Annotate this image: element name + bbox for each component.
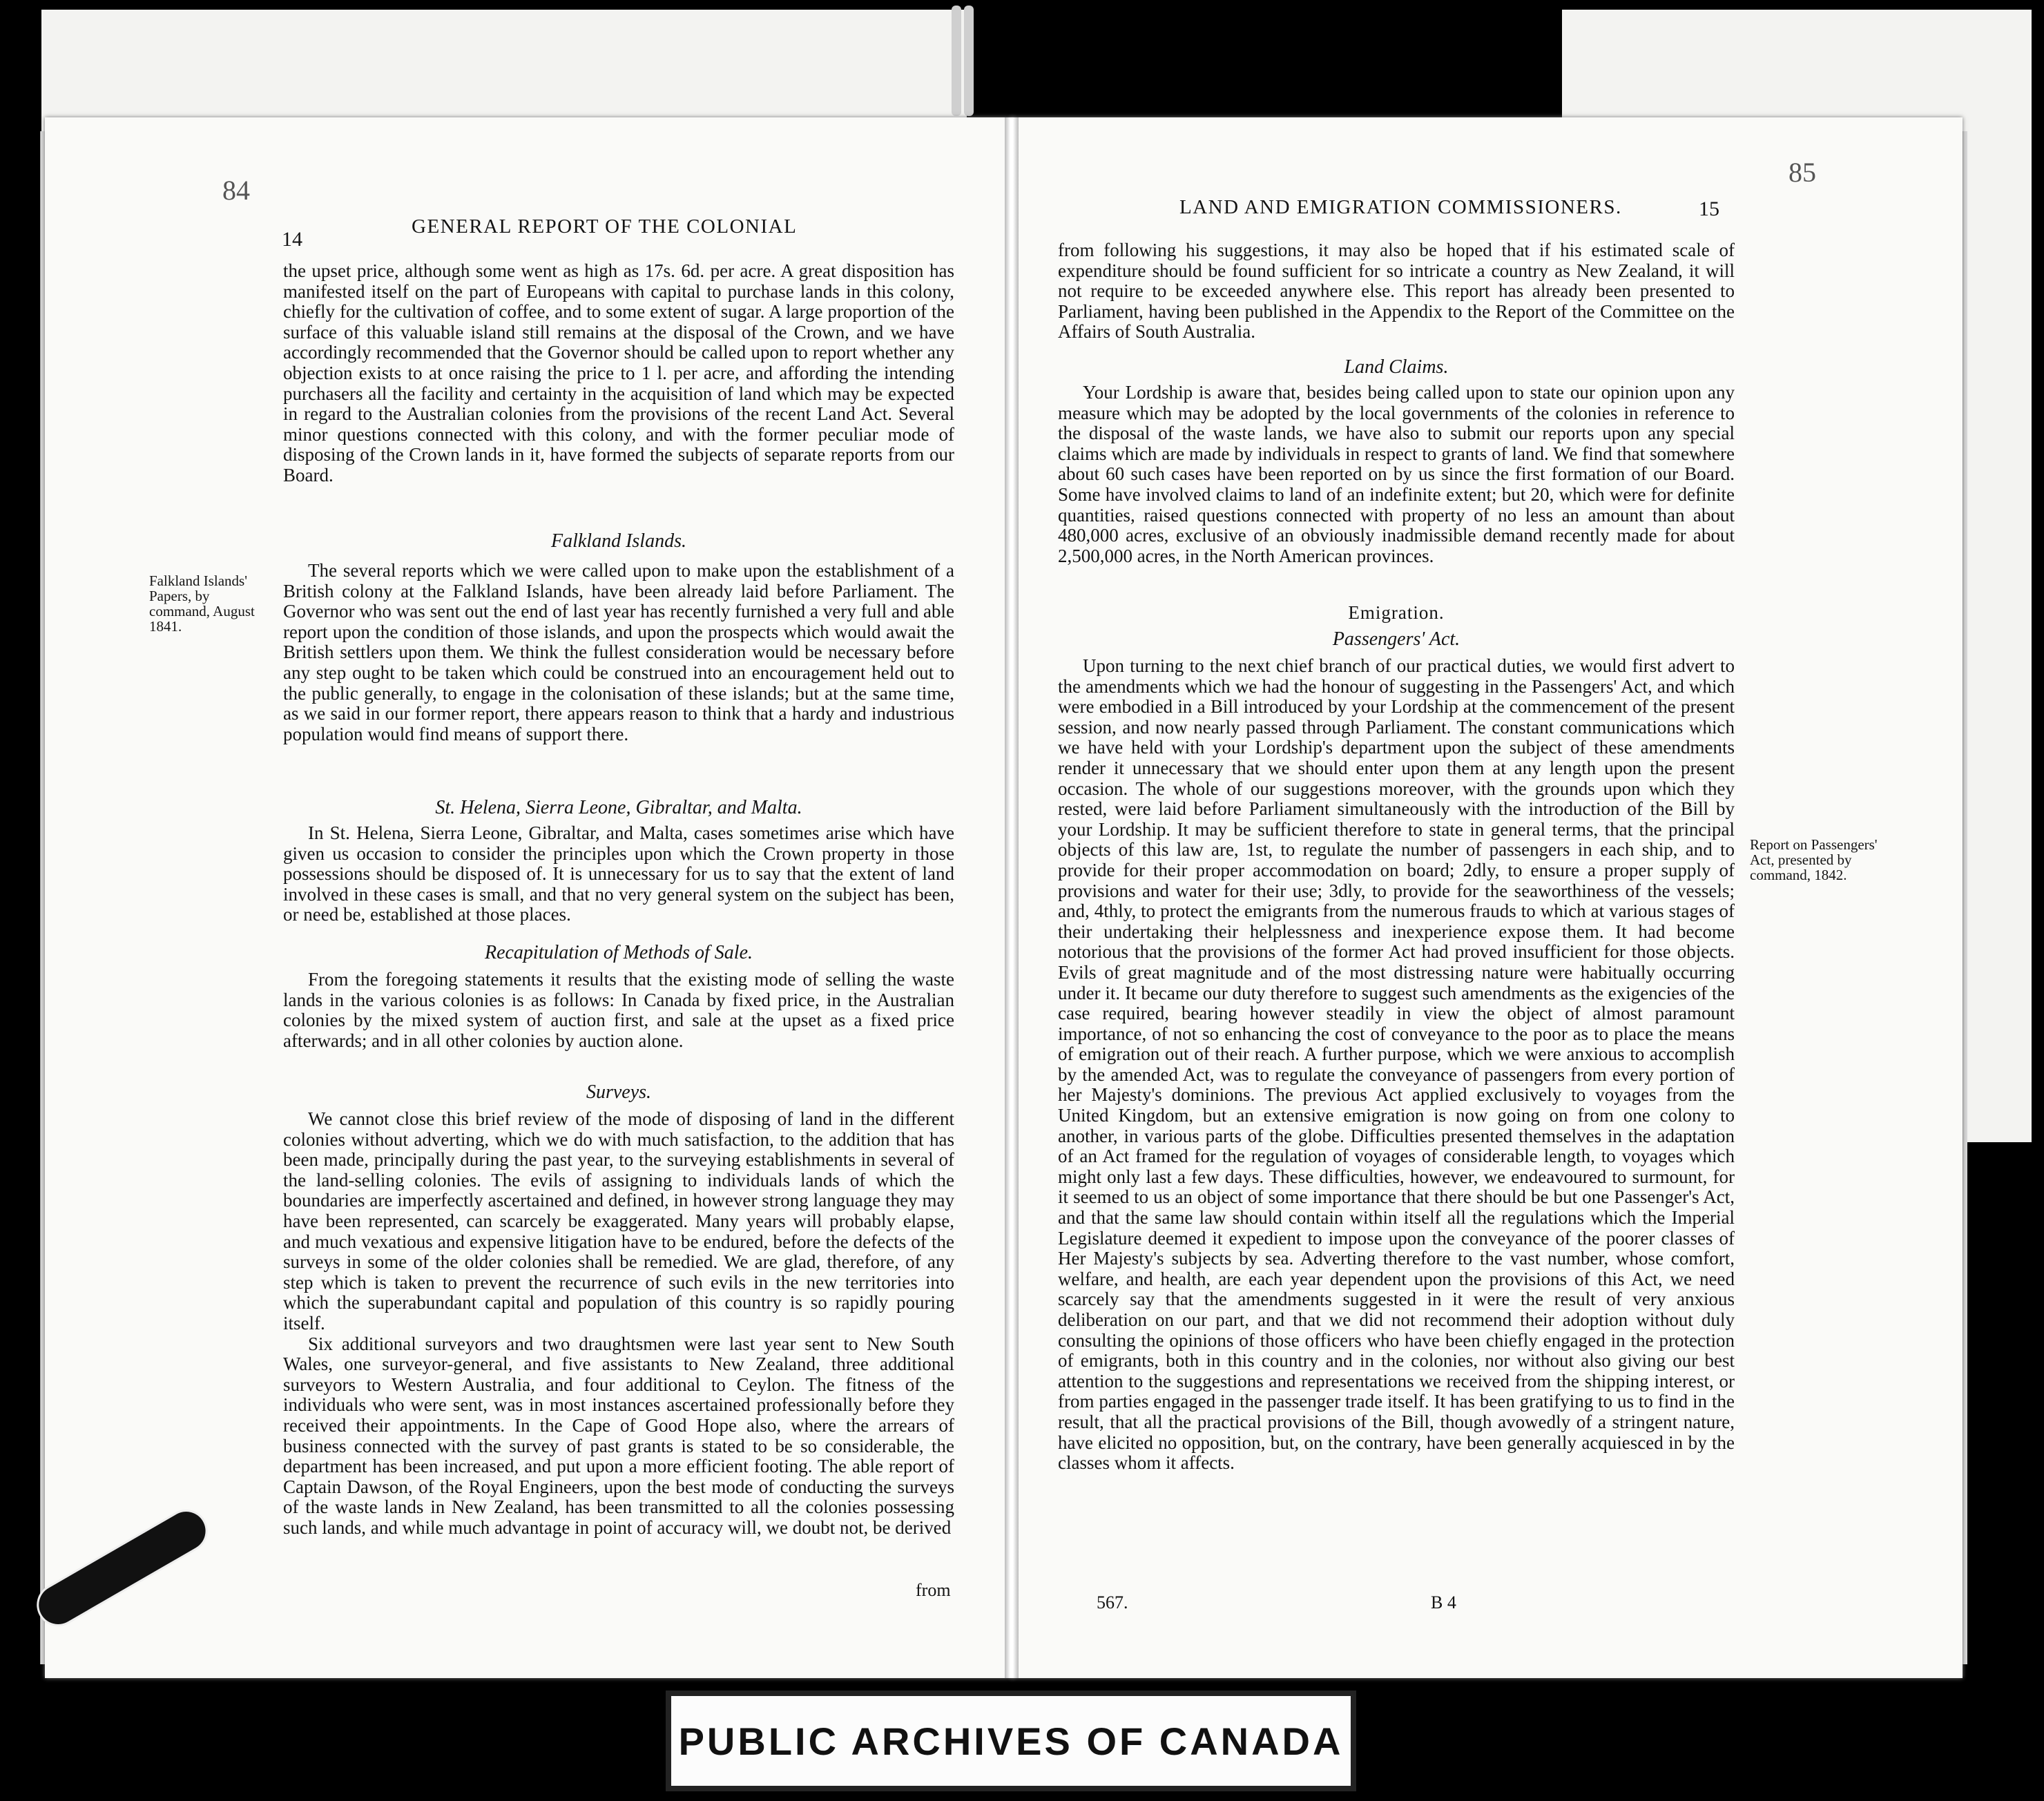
land-claims-text [1058,383,1735,566]
surveys-text [283,1109,954,1538]
signature-mark: B 4 [1431,1592,1456,1612]
left-page-edge [40,131,45,1664]
archive-label: PUBLIC ARCHIVES OF CANADA [666,1691,1356,1791]
land-claims-paragraph: Your Lordship is aware that, besides being called upon to state our opinion upon any measure which may be adopted by the local governments of the colonies in reference to the disposal of the waste lands, we have also to submit our reports upon any special claims which are made by individuals in respect to grants of land. We find that somewhere about 60 such cases have been reported on by us since the first formation of our Board. Some have involved claims to land of an indefinite extent; but 20, which were for definite quantities, raised questions connected with property of no less an amount than about 480,000 acres, exclusive of an obviously inadmissible demand recently made for about 2,500,000 acres, in the North American provinces. [1058,382,1735,566]
book-gutter [1005,117,1019,1678]
section-heading: St. Helena, Sierra Leone, Gibraltar, and Malta. [435,797,802,818]
catchword: from [916,1580,951,1600]
page-number: 14 [282,228,302,251]
section-heading: Land Claims. [1344,356,1449,378]
footer-number: 567. [1097,1592,1128,1612]
section-heading: Falkland Islands. [551,530,686,552]
intro-paragraph: from following his suggestions, it may also be hoped that if his estimated scale of expenditure should be found sufficient for so intricate a country as New Zealand, it will not require to be exceeded anywhere else. This report has already been presented to Parliament, having been published in the Appendix to the Report of the Committee on the Affairs of South Australia. [1058,240,1735,343]
helena-text [283,823,954,925]
falkland-text [283,561,954,744]
handwritten-page-number: 85 [1789,157,1816,188]
falkland-paragraph: The several reports which we were called upon to make upon the establishment of a British colony at the Falkland Islands, have been already laid before Parliament. The Governor who was sent out the end of last year has recently furnished a very full and able report upon the condition of those islands, and upon the prospects which would await the British settlers upon them. We think the fullest consideration would be necessary before any step ought to be taken which could be construed into an encouragement held out to the public generally, to engage in the colonisation of these islands; but at the same time, as we said in our former report, there appears reason to think that a hardy and industrious population would find means of support there. [283,560,954,744]
handwritten-page-number: 84 [222,175,250,206]
passengers-paragraph-1: Upon turning to the next chief branch of our practical duties, we would first advert to the amendments which we had the honour of suggesting in the Passengers' Act, and which were embodied in a Bill introduced by your Lordship at the commencement of the present session, and now nearly passed through Parliament. The constant communications which we have held with your Lordship's department upon the subject of these amendments render it unnecessary that we should enter upon them at any length upon the present occasion. The whole of our suggestions moreover, with the grounds upon which they rested, were laid before Parliament simultaneously with the introduction of the Bill by your Lordship. It may be sufficient therefore to state in general terms, that the principal objects of this law are, 1st, to regulate the number of passengers in each ship, and to provide for their proper accommodation on board; 2dly, to ensure a proper supply of provisions and water for their use; 3dly, to provide for the seaworthiness of the vessels; and, 4thly, to protect the emigrants from the numerous frauds to which at various stages of their undertaking their helplessness and inexperience expose them. It had become notorious that the provisions of the former Act had proved insufficient for those objects. Evils of great magnitude and of the most distressing nature were habitually occurring under it. It became our duty therefore to suggest such amendments as the exigencies of the case required, bearing however steadily in view the object of almost paramount importance, of not so enhancing the cost of conveyance to the poor as to place the means of emigration out of their reach. A further purpose, which we were anxious to accomplish by the amended Act, was to regulate the conveyance of passengers from every portion of her Majesty's dominions. The previous Act applied exclusively to voyages from the United Kingdom, but an extensive emigration is now going on from one colony to another, in various parts of the globe. Difficulties presented themselves in the adaptation of an Act framed for the regulation of voyages of considerable length, to voyages which might only last a few days. These difficulties, however, we endeavoured to surmount, for it seemed to us an object of some importance that there should be but one Passenger's Act, and that the same law should contain within itself all the regulations which the Imperial Legislature deemed it expedient to impose upon the conveyance of the poorer classes of Her Majesty's subjects by sea. Adverting therefore to the vast number, whose comfort, welfare, and health, are each year dependent upon the provisions of this Act, we need scarcely say that the amendments suggested in it were the result of very anxious deliberation on our part, and that we did not recommend their adoption without duly consulting the opinions of those officers who have been chiefly engaged in the protection of emigrants, both in this country and in the colonies, nor without also giving our best attention to the suggestions and representations we received from the shipping interest, or from parties engaged in the passenger trade itself. It has been gratifying to us to find in the result, that all the practical provisions of the Bill, though avowedly of a stringent nature, have elicited no opposition, but, on the contrary, have been generally acquiesced in by the classes whom it affects. [1058,655,1735,1474]
surveys-paragraph-2: Six additional surveyors and two draughtsmen were last year sent to New South Wales, one surveyor-general, and five assistants to New Zealand, three additional surveyors to Western Australia, and four additional to Ceylon. The fitness of the individuals who were sent, was in most instances ascertained professionally before they received their appointments. In the Cape of Good Hope also, where the arrears of business connected with the survey of past grants is stated to be so considerable, the department has been increased, and put upon a more efficient footing. The able report of Captain Dawson, of the Royal Engineers, upon the best mode of conducting the surveys of the waste lands in New Zealand, has been transmitted to all the colonies possessing such lands, and while much advantage in point of accuracy will, we doubt not, be derived [283,1333,954,1538]
passengers-text [1058,656,1735,1474]
right-page-edge [1963,131,1967,1664]
running-head: GENERAL REPORT OF THE COLONIAL [412,215,798,238]
margin-note: Falkland Islands' Papers, by command, August 1841. [149,572,255,635]
section-heading: Emigration. [1348,602,1445,623]
margin-note: Report on Passengers' Act, presented by command, 1842. [1750,836,1878,883]
clip-stub-left [952,6,961,116]
left-text-block [283,261,954,486]
helena-paragraph: In St. Helena, Sierra Leone, Gibraltar, and Malta, cases sometimes arise which have given us occasion to consider the principles upon which the Crown property in those possessions should be disposed of. It is unnecessary for us to say that the extent of land involved in these cases is small, and that no very general system on the subject has been, or need be, established at those places. [283,822,954,925]
section-heading: Recapitulation of Methods of Sale. [484,942,753,963]
clip-stub-right [964,6,974,116]
section-heading: Surveys. [586,1081,652,1103]
recap-paragraph: From the foregoing statements it results that the existing mode of selling the waste lands in the various colonies is as follows: In Canada by fixed price, in the Australian colonies by the mixed system of auction first, and sale at the upset as a fixed price afterwards; and in all other colonies by auction alone. [283,969,954,1051]
right-text-block [1058,240,1735,343]
surveys-paragraph-1: We cannot close this brief review of the mode of disposing of land in the different colonies without adverting, which we do with much satisfaction, to the addition that has been made, principally during the past year, to the surveying establishments in several of the land-selling colonies. The evils of assigning to individuals lands of which the boundaries are imperfectly ascertained and defined, in however strong language they may have been represented, can scarcely be exaggerated. Many years will probably elapse, and much vexatious and expensive litigation have to be endured, before the defects of the surveys in some of the older colonies shall be remedied. We are glad, therefore, of any step which is taken to prevent the recurrence of such evils in the new territories into which the superabundant capital and population of this country is so rapidly pouring itself. [283,1108,954,1333]
page-number: 15 [1699,198,1719,220]
section-heading: Passengers' Act. [1332,628,1460,650]
intro-paragraph: the upset price, although some went as high as 17s. 6d. per acre. A great disposition has manifested itself on the part of Europeans with capital to purchase lands in this colony, chiefly for the cultivation of coffee, and to some extent of sugar. A large proportion of the surface of this valuable island still remains at the disposal of the Crown, and we have accordingly recommended that the Governor should be called upon to report whether any objection exists to at once raising the price to 1 l. per acre, and affording the intending purchasers all the facility and certainty in the acquisition of land which may be expected in regard to the Australian colonies from the provisions of the recent Land Act. Several minor questions connected with this colony, and with the former peculiar mode of disposing of the Crown lands in it, have formed the subjects of separate reports from our Board. [283,260,954,485]
running-head: LAND AND EMIGRATION COMMISSIONERS. [1179,196,1622,218]
recap-text [283,970,954,1051]
